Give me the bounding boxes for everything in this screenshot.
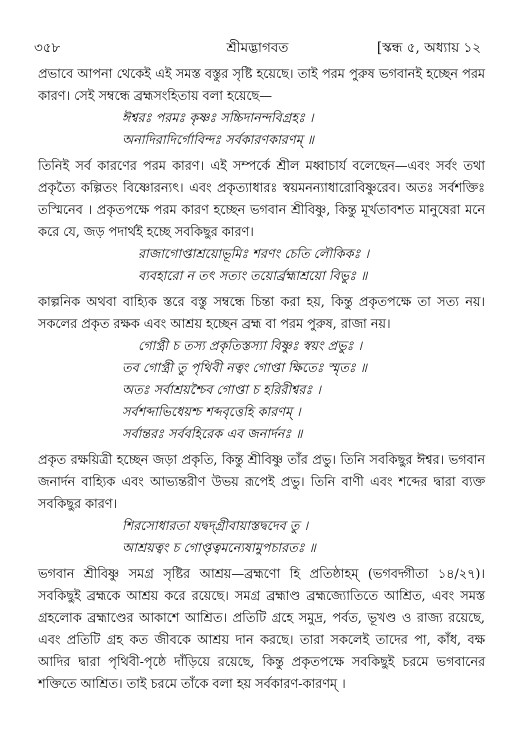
verse-line: তব গোপ্ত্রী তু পৃথিবী নত্বং গোপ্তা ক্ষিতেঃ স্মৃতঃ ॥ xyxy=(122,361,367,376)
page-number: ৩৫৮ xyxy=(34,40,61,56)
section-label: [স্কন্ধ ৫, অধ্যায় ১২ xyxy=(376,40,481,56)
verse-line: শিরসোধারতা যদ্বদ্গ্রীবায়াস্তদ্বদেব তু । xyxy=(122,519,309,534)
paragraph-3: কাল্পনিক অথবা বাহ্যিক স্তরে বস্তু সম্বন্ধে চিন্তা করা হয়, কিন্তু প্রকৃতপক্ষে তা সত্য নয়। সকলের প্রকৃত রক্ষক এবং আশ্রয় হচ্ছেন ব্রহ্ম বা পরম পুরুষ, রাজা নয়। xyxy=(38,295,485,332)
verse-line: রাজাগোপ্তাশ্রয়োভূমিঃ শরণং চেতি লৌকিকঃ । xyxy=(138,247,370,262)
paragraph-5: ভগবান শ্রীবিষ্ণু সমগ্র সৃষ্টির আশ্রয়—ব্রহ্মণো হি প্রতিষ্ঠাহম্ (ভগবদ্গীতা ১৪/২৭)। সবকিছুই ব্রহ্মকে আশ্রয় করে রয়েছে। সমগ্র ব্রহ্মাণ্ড ব্রহ্মজ্যোতিতে আশ্রিত, এবং সমস্ত গ্রহলোক ব্রহ্মাণ্ডের আকাশে আশ্রিত। প্রতিটি গ্রহে সমুদ্র, পর্বত, ভূখণ্ড ও রাজ্য রয়েছে, এবং প্রতিটি গ্রহ কত জীবকে আশ্রয় দান করছে। তারা সকলেই তাদের পা, কাঁধ, বক্ষ আদির দ্বারা পৃথিবী-পৃষ্ঠে দাঁড়িয়ে রয়েছে, কিন্তু প্রকৃতপক্ষে সবকিছুই চরমে ভগবানের শক্তিতে আশ্রিত। তাই চরমে তাঁকে বলা হয় সর্বকারণ-কারণম্ । xyxy=(38,567,485,692)
verse-line: আশ্রয়ত্বং চ গোপ্তৃত্বমন্যেষামুপচারতঃ ॥ xyxy=(122,541,316,556)
verse-line: গোপ্ত্রী চ তস্য প্রকৃতিস্তস্যা বিষ্ণুঃ স্বয়ং প্রভুঃ । xyxy=(138,339,363,354)
verse-line: সর্বান্তরঃ সর্ববহিরেক এব জনার্দনঃ ॥ xyxy=(122,427,303,442)
verse-line: ব্যবহারো ন তৎ সত্যং তয়োর্ব্রহ্মাশ্রয়ো বিভুঃ ॥ xyxy=(138,269,368,284)
running-title: শ্রীমদ্ভাগবত xyxy=(226,40,289,56)
page-body xyxy=(38,64,485,696)
paragraph-2: তিনিই সর্ব কারণের পরম কারণ। এই সম্পর্কে শ্রীল মধ্বাচার্য বলেছেন—এবং সর্বং তথা প্রকৃত্যৈ কল্পিতং বিষ্ণোরন্যৎ। এবং প্রকৃত্যাধারঃ স্বয়মনন্যাধারোবিষ্ণুরেব। অতঃ সর্বশক্তিঃ তস্মিনেব । প্রকৃতপক্ষে পরম কারণ হচ্ছেন ভগবান শ্রীবিষ্ণু, কিন্তু মূর্খতাবশত মানুষেরা মনে করে যে, জড় পদার্থই হচ্ছে সবকিছুর কারণ। xyxy=(38,159,485,240)
running-header xyxy=(34,38,481,58)
verse-line: সর্বশব্দাভিধেয়শ্চ শব্দবৃত্তেহি কারণম্ । xyxy=(122,405,301,420)
verse-line: অনাদিরাদির্গোবিন্দঃ সর্বকারণকারণম্ ॥ xyxy=(122,133,315,148)
verse-line: ঈশ্বরঃ পরমঃ কৃষ্ণঃ সচ্চিদানন্দবিগ্রহঃ । xyxy=(122,111,314,126)
paragraph-1: প্রভাবে আপনা থেকেই এই সমস্ত বস্তুর সৃষ্টি হয়েছে। তাই পরম পুরুষ ভগবানই হচ্ছেন পরম কারণ। সেই সম্বন্ধে ব্রহ্মসংহিতায় বলা হয়েছে— xyxy=(38,67,485,104)
paragraph-4: প্রকৃত রক্ষয়িত্রী হচ্ছেন জড়া প্রকৃতি, কিন্তু শ্রীবিষ্ণু তাঁর প্রভু। তিনি সবকিছুর ঈশ্বর। ভগবান জনার্দন বাহ্যিক এবং আভ্যন্তরীণ উভয় রূপেই প্রভু। তিনি বাণী এবং শব্দের দ্বারা ব্যক্ত সবকিছুর কারণ। xyxy=(38,453,485,512)
verse-line: অতঃ সর্বাশ্রয়শ্চৈব গোপ্তা চ হরিরীশ্বরঃ । xyxy=(122,383,321,398)
